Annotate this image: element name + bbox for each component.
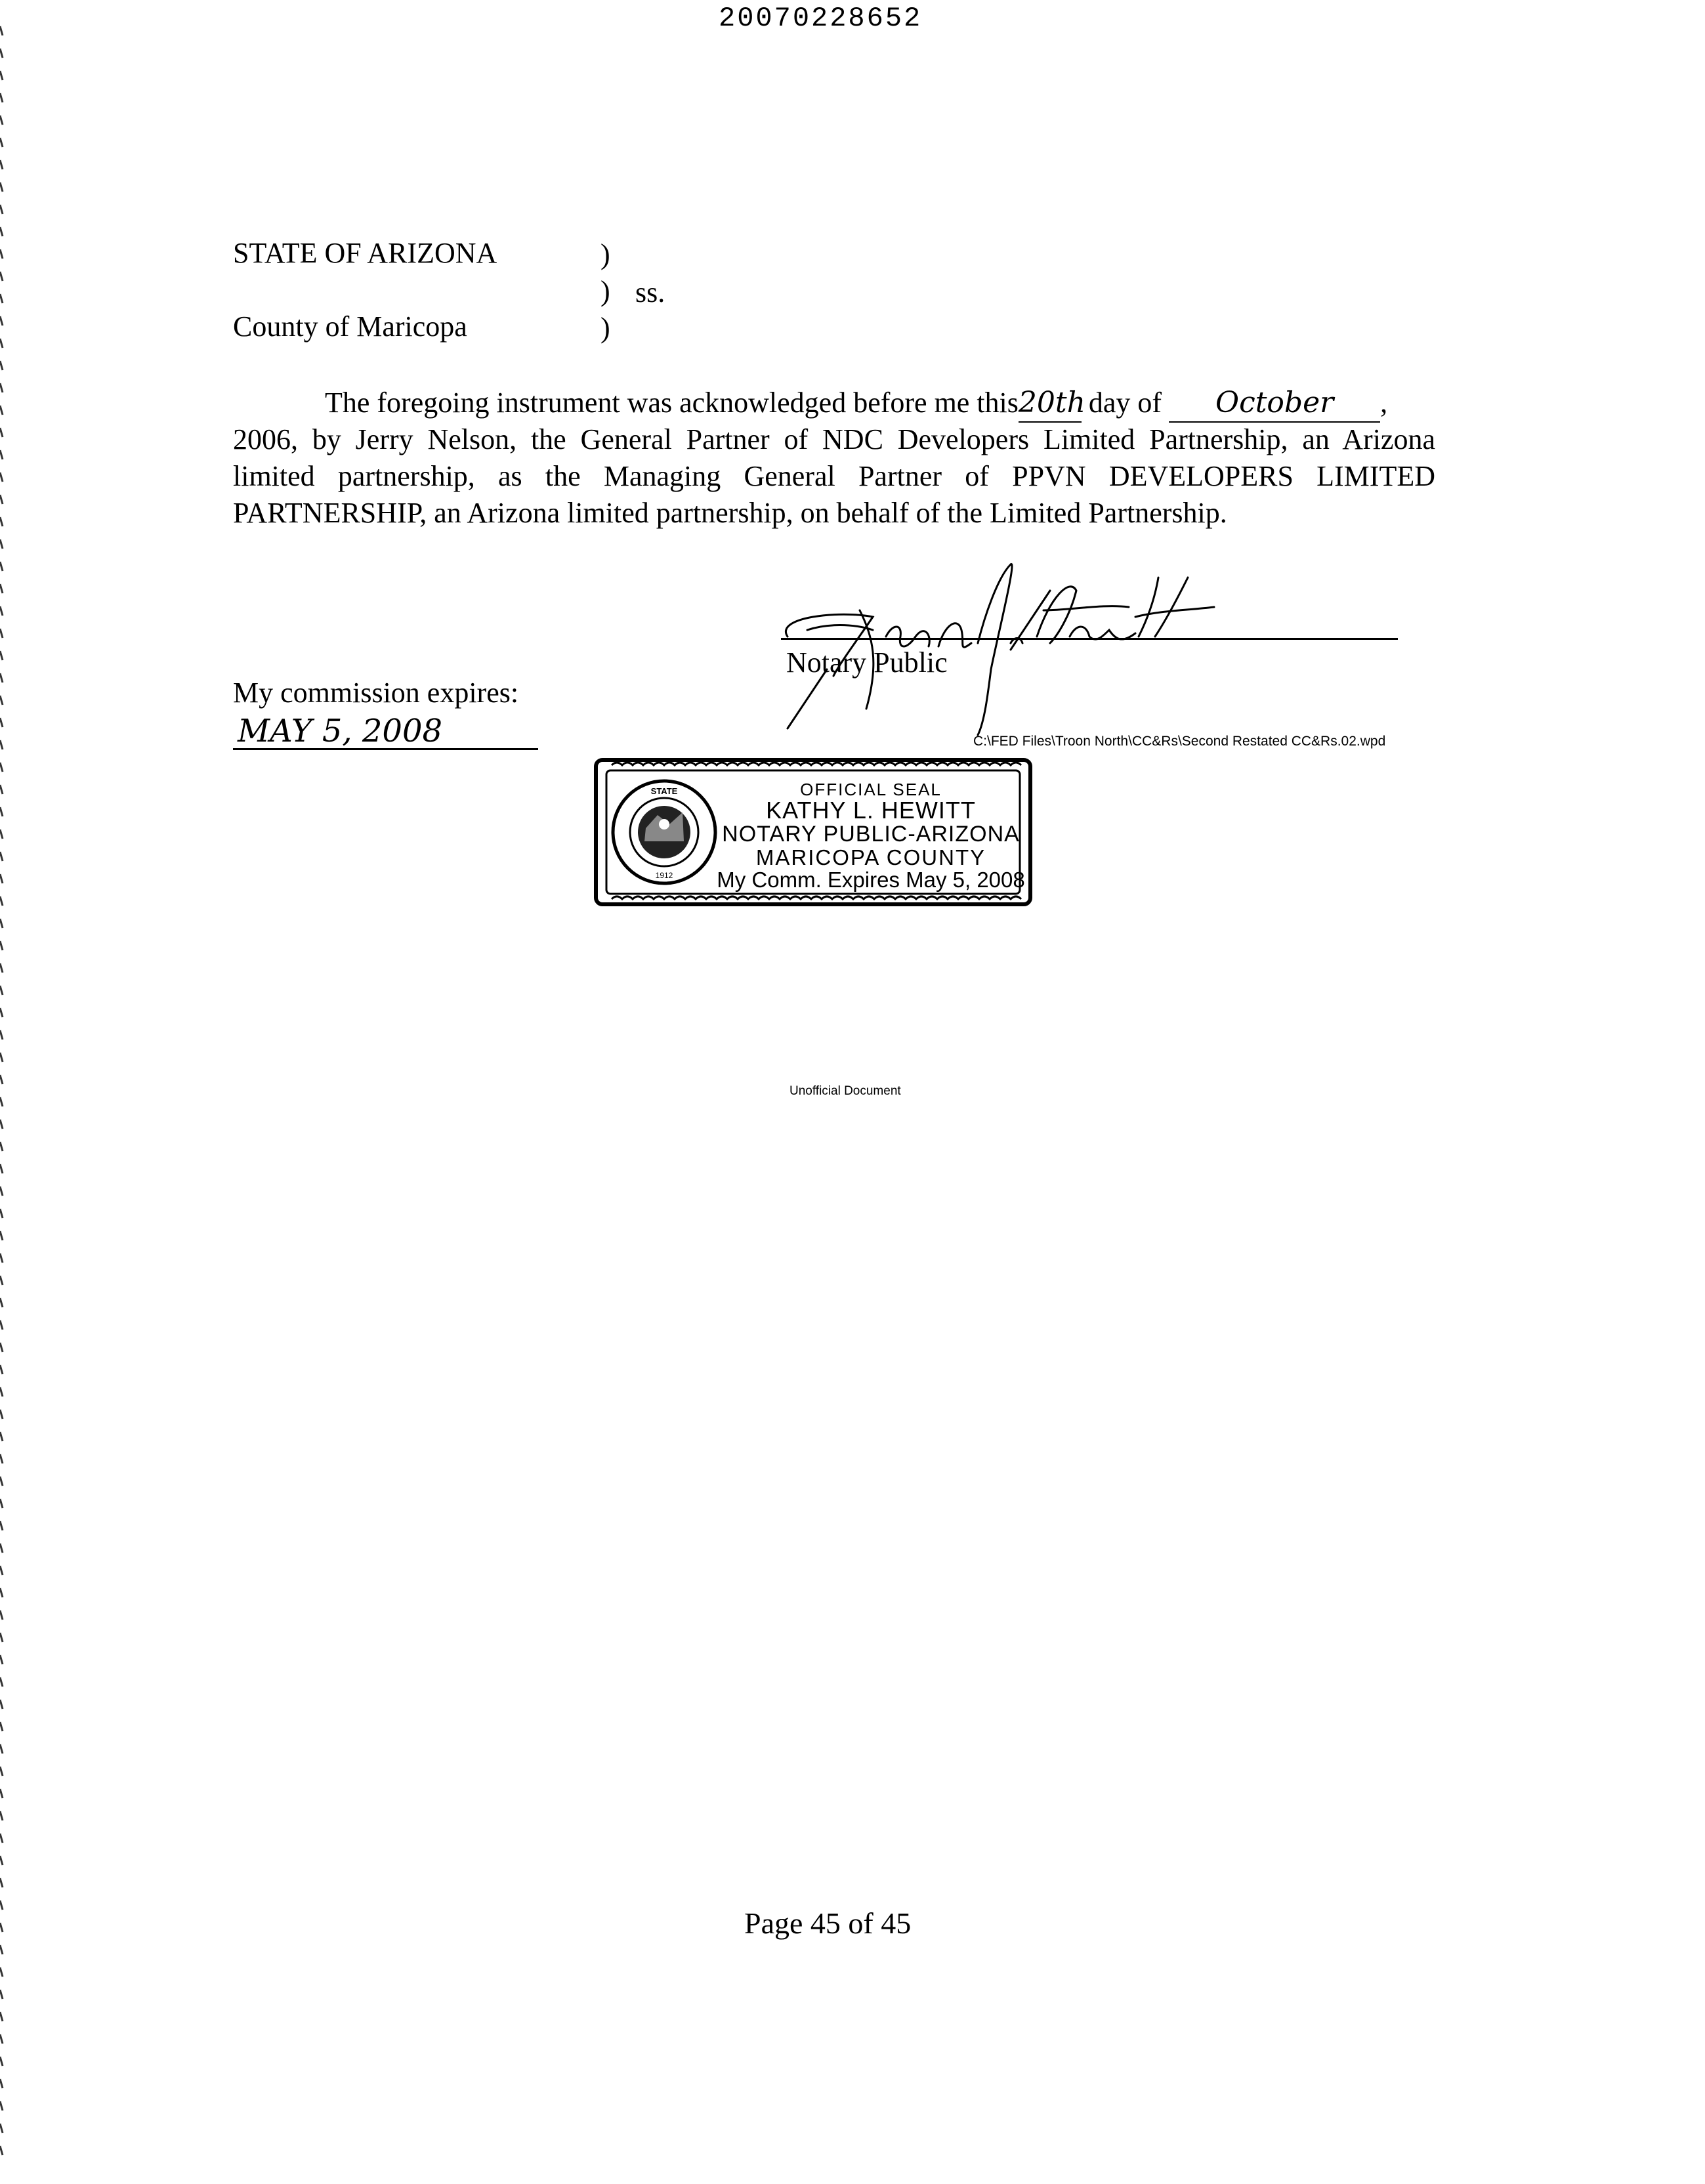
ack-comma: , bbox=[1380, 387, 1388, 419]
venue-county: County of Maricopa bbox=[233, 310, 467, 343]
ack-line-1 bbox=[233, 385, 1435, 421]
notary-seal-stamp bbox=[592, 756, 1034, 908]
ack-lead-text: The foregoing instrument was acknowledged before me this bbox=[325, 387, 1019, 419]
venue-paren: ) bbox=[600, 238, 610, 270]
great-seal-emblem bbox=[613, 781, 715, 883]
venue-paren: ) bbox=[600, 312, 610, 344]
venue-ss: ss. bbox=[635, 276, 665, 308]
venue-paren: ) bbox=[600, 275, 610, 307]
notary-signature bbox=[761, 538, 1234, 742]
ack-day-handwritten: 20th bbox=[1019, 385, 1082, 423]
seal-expiration: My Comm. Expires May 5, 2008 bbox=[717, 868, 1025, 892]
notary-public-label: Notary Public bbox=[786, 646, 948, 679]
ack-line-2: 2006, by Jerry Nelson, the General Partner of NDC Developers Limited Partnership, an Arizona bbox=[233, 423, 1435, 455]
recording-number: 20070228652 bbox=[719, 3, 923, 34]
venue-state: STATE OF ARIZONA bbox=[233, 237, 497, 269]
commission-date-handwritten: MAY 5, 2008 bbox=[238, 713, 443, 749]
seal-county: MARICOPA COUNTY bbox=[755, 845, 986, 870]
ack-line-4: PARTNERSHIP, an Arizona limited partnership, on behalf of the Limited Partnership. bbox=[233, 497, 1227, 529]
seal-notary-name: KATHY L. HEWITT bbox=[766, 797, 976, 824]
ack-line-3: limited partnership, as the Managing General Partner of PPVN DEVELOPERS LIMITED bbox=[233, 460, 1435, 492]
unofficial-watermark: Unofficial Document bbox=[789, 1084, 901, 1098]
scan-edge-marks bbox=[0, 0, 4, 2184]
page-number: Page 45 of 45 bbox=[744, 1906, 912, 1940]
svg-text:STATE: STATE bbox=[650, 786, 678, 796]
seal-title: NOTARY PUBLIC-ARIZONA bbox=[722, 822, 1020, 847]
ack-month-handwritten: October bbox=[1169, 385, 1380, 423]
seal-official-label: OFFICIAL SEAL bbox=[800, 780, 942, 799]
signature-line bbox=[781, 638, 1398, 640]
ack-day-of: day of bbox=[1088, 387, 1162, 419]
acknowledgment-paragraph bbox=[233, 385, 1435, 532]
svg-text:1912: 1912 bbox=[655, 871, 673, 880]
commission-expires-label: My commission expires: bbox=[233, 677, 519, 709]
commission-underline bbox=[233, 748, 538, 750]
file-path: C:\FED Files\Troon North\CC&Rs\Second Restated CC&Rs.02.wpd bbox=[973, 734, 1386, 749]
